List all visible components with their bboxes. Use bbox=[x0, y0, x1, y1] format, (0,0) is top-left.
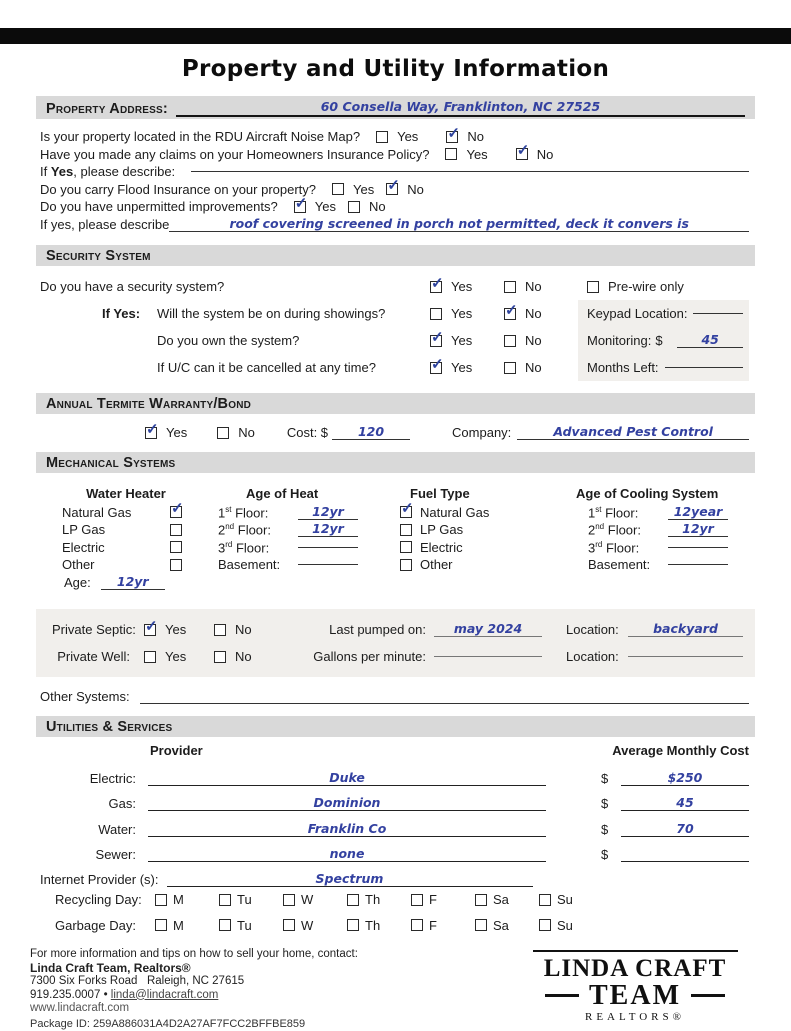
water-heater-age-label: Age: bbox=[64, 575, 91, 590]
private-septic-label: Private Septic: bbox=[52, 622, 144, 637]
private-well-label: Private Well: bbox=[52, 649, 144, 664]
septic-location-label: Location: bbox=[566, 622, 628, 637]
termite-section-header: Annual Termite Warranty/Bond bbox=[36, 393, 755, 414]
insurance-claims-yes-option: Yes bbox=[445, 147, 487, 162]
logo-right-dash bbox=[691, 994, 725, 997]
recycling-tue-checkbox[interactable] bbox=[219, 894, 231, 906]
termite-company-field[interactable]: Advanced Pest Control bbox=[517, 425, 749, 440]
water-heater-title: Water Heater bbox=[60, 486, 192, 504]
last-pumped-label: Last pumped on: bbox=[284, 622, 434, 637]
noise-map-no-option: ✓ No bbox=[446, 129, 484, 144]
garbage-fri-checkbox[interactable] bbox=[411, 919, 423, 931]
heat-3rd-floor-field[interactable] bbox=[298, 547, 358, 548]
question-flood-insurance: Do you carry Flood Insurance on your property? Yes ✓ No bbox=[40, 181, 749, 199]
septic-well-box bbox=[36, 609, 755, 677]
cooling-basement-field[interactable] bbox=[668, 564, 728, 565]
heat-1st-floor-row: 1st Floor: 12yr bbox=[218, 504, 400, 522]
months-left-row bbox=[578, 354, 749, 381]
property-address-field[interactable] bbox=[176, 99, 745, 117]
claims-describe-label: If Yes, please describe: bbox=[40, 164, 175, 179]
termite-no-checkbox[interactable] bbox=[217, 427, 229, 439]
gas-dollar-sign: $ bbox=[601, 796, 621, 811]
logo-linda-craft: LINDA CRAFT bbox=[515, 956, 755, 982]
termite-row bbox=[40, 425, 749, 440]
showings-yes-option: Yes bbox=[430, 306, 504, 321]
phone-number: 919.235.0007 bbox=[30, 989, 100, 1001]
claims-describe-field[interactable] bbox=[191, 171, 749, 172]
well-location-label: Location: bbox=[566, 649, 628, 664]
recycling-day-row bbox=[55, 887, 749, 913]
private-well-row bbox=[52, 643, 743, 670]
question-noise-map: Is your property located in the RDU Aircraft Noise Map? Yes ✓ No bbox=[40, 128, 749, 146]
unpermitted-yes-checkbox[interactable]: ✓ bbox=[294, 201, 306, 213]
garbage-thu: Th bbox=[347, 918, 411, 933]
garbage-sat-checkbox[interactable] bbox=[475, 919, 487, 931]
well-yes-option: Yes bbox=[144, 649, 214, 664]
cooling-2nd-floor-row: 2nd Floor: 12yr bbox=[588, 521, 749, 539]
flood-yes-option: Yes bbox=[332, 182, 374, 197]
termite-cost-label: Cost: $ bbox=[287, 425, 328, 440]
recycling-mon-checkbox[interactable] bbox=[155, 894, 167, 906]
well-no-checkbox[interactable] bbox=[214, 651, 226, 663]
noise-map-yes-option: Yes bbox=[376, 129, 418, 144]
unpermitted-describe-label: If yes, please describe bbox=[40, 217, 169, 232]
recycling-sat: Sa bbox=[475, 892, 539, 907]
security-sub-row-showings bbox=[40, 300, 749, 327]
provider-header: Provider bbox=[150, 743, 203, 760]
own-system-no-option: No bbox=[504, 333, 578, 348]
water-heater-other: Other bbox=[62, 556, 182, 574]
water-label: Water: bbox=[40, 822, 148, 837]
property-address-value: 60 Consella Way, Franklinton, NC 27525 bbox=[321, 99, 600, 114]
recycling-sun: Su bbox=[539, 892, 603, 907]
well-yes-checkbox[interactable] bbox=[144, 651, 156, 663]
unpermitted-describe-field[interactable]: roof covering screened in porch not permitted, deck it convers is bbox=[169, 216, 749, 232]
gallons-per-minute-field[interactable] bbox=[434, 656, 542, 657]
cancel-no-checkbox[interactable] bbox=[504, 362, 516, 374]
recycling-tue: Tu bbox=[219, 892, 283, 907]
other-systems-field[interactable] bbox=[140, 703, 749, 704]
showings-yes-checkbox[interactable] bbox=[430, 308, 442, 320]
form-page bbox=[0, 44, 791, 1031]
months-left-label: Months Left: bbox=[587, 360, 659, 375]
recycling-sun-checkbox[interactable] bbox=[539, 894, 551, 906]
contact-block bbox=[30, 948, 358, 1031]
keypad-location-row bbox=[578, 300, 749, 327]
fuel-other: Other bbox=[400, 556, 552, 574]
heat-2nd-floor-row: 2nd Floor: 12yr bbox=[218, 521, 400, 539]
own-system-question: Do you own the system? bbox=[157, 333, 299, 348]
flood-no-checkbox[interactable]: ✓ bbox=[386, 183, 398, 195]
fuel-lp-gas: LP Gas bbox=[400, 521, 552, 539]
avg-monthly-cost-header: Average Monthly Cost bbox=[612, 743, 749, 760]
contact-intro: For more information and tips on how to sell your home, contact: bbox=[30, 948, 358, 962]
unpermitted-no-checkbox[interactable] bbox=[348, 201, 360, 213]
electric-label: Electric: bbox=[40, 771, 148, 786]
septic-location-field[interactable]: backyard bbox=[628, 622, 743, 637]
recycling-day-label: Recycling Day: bbox=[55, 892, 155, 907]
water-heater-lp-gas: LP Gas bbox=[62, 521, 182, 539]
prewire-option: Pre-wire only bbox=[578, 273, 749, 300]
fuel-lp-gas-checkbox[interactable] bbox=[400, 524, 412, 536]
phone-email-line bbox=[30, 989, 358, 1003]
wh-natural-gas-checkbox[interactable]: ✓ bbox=[170, 506, 182, 518]
own-system-yes-option: ✓ Yes bbox=[430, 333, 504, 348]
bullet-separator: • bbox=[104, 989, 108, 1001]
page-title: Property and Utility Information bbox=[0, 56, 791, 82]
cooling-title: Age of Cooling System bbox=[576, 486, 749, 504]
flood-yes-checkbox[interactable] bbox=[332, 183, 344, 195]
keypad-location-label: Keypad Location: bbox=[587, 306, 687, 321]
garbage-sun-checkbox[interactable] bbox=[539, 919, 551, 931]
garbage-mon-checkbox[interactable] bbox=[155, 919, 167, 931]
question-insurance-claims: Have you made any claims on your Homeowners Insurance Policy? Yes ✓ No bbox=[40, 146, 749, 164]
sewer-dollar-sign: $ bbox=[601, 847, 621, 862]
cooling-basement-row: Basement: bbox=[588, 556, 749, 574]
logo-top-rule bbox=[533, 950, 738, 952]
garbage-fri: F bbox=[411, 918, 475, 933]
security-section-header: Security System bbox=[36, 245, 755, 266]
sewer-provider-field[interactable]: none bbox=[148, 846, 546, 862]
months-left-field[interactable] bbox=[665, 367, 743, 368]
general-questions bbox=[40, 128, 749, 233]
noise-map-no-checkbox[interactable]: ✓ bbox=[446, 131, 458, 143]
mechanical-section bbox=[40, 486, 749, 591]
company-name: Linda Craft Team, Realtors® bbox=[30, 962, 358, 976]
logo-team: TEAM bbox=[589, 982, 681, 1009]
age-of-heat-title: Age of Heat bbox=[246, 486, 400, 504]
security-yes-option: ✓ Yes bbox=[430, 279, 504, 294]
property-address-label: Property Address: bbox=[46, 101, 168, 117]
fuel-electric-checkbox[interactable] bbox=[400, 541, 412, 553]
prewire-checkbox[interactable] bbox=[587, 281, 599, 293]
showings-no-checkbox[interactable]: ✓ bbox=[504, 308, 516, 320]
wh-electric-checkbox[interactable] bbox=[170, 541, 182, 553]
recycling-thu: Th bbox=[347, 892, 411, 907]
termite-cost-field[interactable]: 120 bbox=[332, 425, 410, 440]
security-main-row bbox=[40, 273, 749, 300]
insurance-claims-yes-checkbox[interactable] bbox=[445, 148, 457, 160]
water-dollar-sign: $ bbox=[601, 822, 621, 837]
unpermitted-describe-row bbox=[40, 216, 749, 234]
water-heater-column bbox=[40, 486, 218, 591]
gas-cost-field[interactable]: 45 bbox=[621, 795, 749, 811]
recycling-thu-checkbox[interactable] bbox=[347, 894, 359, 906]
security-yes-checkbox[interactable]: ✓ bbox=[430, 281, 442, 293]
mechanical-section-header: Mechanical Systems bbox=[36, 452, 755, 473]
monitoring-dollar-sign: $ bbox=[655, 333, 671, 348]
gas-label: Gas: bbox=[40, 796, 148, 811]
termite-company-label: Company: bbox=[452, 425, 511, 440]
heat-1st-floor-field[interactable]: 12yr bbox=[298, 505, 358, 520]
question-unpermitted: Do you have unpermitted improvements? ✓ Yes No bbox=[40, 198, 749, 216]
if-yes-label: If Yes: bbox=[102, 306, 157, 321]
septic-yes-option: ✓ Yes bbox=[144, 622, 214, 637]
fuel-type-column bbox=[400, 486, 552, 591]
last-pumped-field[interactable]: may 2024 bbox=[434, 622, 542, 637]
water-heater-natural-gas: Natural Gas ✓ bbox=[62, 504, 182, 522]
water-row bbox=[40, 811, 749, 837]
fuel-electric: Electric bbox=[400, 539, 552, 557]
showings-no-option: ✓ No bbox=[504, 306, 578, 321]
termite-no-option: No bbox=[217, 425, 255, 440]
recycling-mon: M bbox=[155, 892, 219, 907]
electric-cost-field[interactable]: $250 bbox=[621, 770, 749, 786]
showings-question: Will the system be on during showings? bbox=[157, 306, 385, 321]
company-address: 7300 Six Forks Road Raleigh, NC 27615 bbox=[30, 975, 358, 989]
cooling-1st-floor-field[interactable]: 12year bbox=[668, 505, 728, 520]
garbage-wed-checkbox[interactable] bbox=[283, 919, 295, 931]
recycling-fri-checkbox[interactable] bbox=[411, 894, 423, 906]
garbage-day-row bbox=[55, 913, 749, 939]
cooling-3rd-floor-row: 3rd Floor: bbox=[588, 539, 749, 557]
well-no-option: No bbox=[214, 649, 284, 664]
keypad-location-field[interactable] bbox=[693, 313, 743, 314]
logo-realtors: REALTORS® bbox=[515, 1011, 755, 1023]
well-location-field[interactable] bbox=[628, 656, 743, 657]
garbage-thu-checkbox[interactable] bbox=[347, 919, 359, 931]
termite-yes-option: ✓ Yes bbox=[145, 425, 187, 440]
garbage-sat: Sa bbox=[475, 918, 539, 933]
heat-2nd-floor-field[interactable]: 12yr bbox=[298, 522, 358, 537]
garbage-tue: Tu bbox=[219, 918, 283, 933]
linda-craft-team-logo bbox=[515, 948, 755, 1031]
electric-provider-field[interactable]: Duke bbox=[148, 770, 546, 786]
heat-basement-field[interactable] bbox=[298, 564, 358, 565]
noise-map-yes-checkbox[interactable] bbox=[376, 131, 388, 143]
security-sub-row-cancel bbox=[40, 354, 749, 381]
own-system-yes-checkbox[interactable]: ✓ bbox=[430, 335, 442, 347]
unpermitted-no-option: No bbox=[348, 199, 386, 214]
monitoring-label: Monitoring: bbox=[587, 333, 651, 348]
fuel-type-title: Fuel Type bbox=[410, 486, 552, 504]
age-of-heat-column bbox=[218, 486, 400, 591]
scan-top-black-bar bbox=[0, 28, 791, 44]
utilities-section-header: Utilities & Services bbox=[36, 716, 755, 737]
recycling-fri: F bbox=[411, 892, 475, 907]
septic-yes-checkbox[interactable]: ✓ bbox=[144, 624, 156, 636]
security-sub-row-own bbox=[40, 327, 749, 354]
sewer-label: Sewer: bbox=[40, 847, 148, 862]
sewer-cost-field[interactable] bbox=[621, 861, 749, 862]
insurance-claims-no-option: ✓ No bbox=[516, 147, 554, 162]
septic-no-checkbox[interactable] bbox=[214, 624, 226, 636]
garbage-sun: Su bbox=[539, 918, 603, 933]
private-septic-row bbox=[52, 616, 743, 643]
water-heater-age-field[interactable]: 12yr bbox=[101, 575, 165, 590]
property-address-bar bbox=[36, 96, 755, 119]
electric-dollar-sign: $ bbox=[601, 771, 621, 786]
water-heater-age-row bbox=[64, 574, 218, 592]
monitoring-row bbox=[578, 327, 749, 354]
internet-provider-field[interactable]: Spectrum bbox=[167, 871, 533, 887]
email-link[interactable]: linda@lindacraft.com bbox=[111, 989, 219, 1001]
other-systems-label: Other Systems: bbox=[40, 689, 130, 704]
cooling-column bbox=[552, 486, 749, 591]
fuel-natural-gas: ✓ Natural Gas bbox=[400, 504, 552, 522]
security-no-checkbox[interactable] bbox=[504, 281, 516, 293]
sewer-row bbox=[40, 837, 749, 863]
recycling-wed: W bbox=[283, 892, 347, 907]
heat-basement-row: Basement: bbox=[218, 556, 400, 574]
flood-no-option: ✓ No bbox=[386, 182, 424, 197]
wh-other-checkbox[interactable] bbox=[170, 559, 182, 571]
cancel-no-option: No bbox=[504, 360, 578, 375]
cancel-yes-checkbox[interactable]: ✓ bbox=[430, 362, 442, 374]
water-provider-field[interactable]: Franklin Co bbox=[148, 821, 546, 837]
internet-provider-label: Internet Provider (s): bbox=[40, 872, 167, 887]
garbage-wed: W bbox=[283, 918, 347, 933]
website: www.lindacraft.com bbox=[30, 1002, 358, 1016]
gallons-per-minute-label: Gallons per minute: bbox=[284, 649, 434, 664]
other-systems-row bbox=[40, 685, 749, 704]
wh-lp-gas-checkbox[interactable] bbox=[170, 524, 182, 536]
internet-provider-row bbox=[40, 862, 749, 887]
insurance-claims-no-checkbox[interactable]: ✓ bbox=[516, 148, 528, 160]
cooling-3rd-floor-field[interactable] bbox=[668, 547, 728, 548]
security-main-question: Do you have a security system? bbox=[40, 279, 430, 294]
package-id: Package ID: 259A886031A4D2A27AF7FCC2BFFBE859 bbox=[30, 1018, 358, 1031]
fuel-other-checkbox[interactable] bbox=[400, 559, 412, 571]
water-cost-field[interactable]: 70 bbox=[621, 821, 749, 837]
logo-team-line bbox=[515, 982, 755, 1009]
termite-yes-checkbox[interactable]: ✓ bbox=[145, 427, 157, 439]
security-section bbox=[40, 273, 749, 381]
heat-3rd-floor-row: 3rd Floor: bbox=[218, 539, 400, 557]
cooling-2nd-floor-field[interactable]: 12yr bbox=[668, 522, 728, 537]
fuel-natural-gas-checkbox[interactable]: ✓ bbox=[400, 506, 412, 518]
recycling-sat-checkbox[interactable] bbox=[475, 894, 487, 906]
footer bbox=[30, 948, 755, 1031]
garbage-tue-checkbox[interactable] bbox=[219, 919, 231, 931]
utilities-column-headers bbox=[40, 743, 749, 760]
logo-left-dash bbox=[545, 994, 579, 997]
electric-row bbox=[40, 760, 749, 786]
recycling-wed-checkbox[interactable] bbox=[283, 894, 295, 906]
water-heater-electric: Electric bbox=[62, 539, 182, 557]
septic-no-option: No bbox=[214, 622, 284, 637]
own-system-no-checkbox[interactable] bbox=[504, 335, 516, 347]
garbage-day-label: Garbage Day: bbox=[55, 918, 155, 933]
gas-row bbox=[40, 786, 749, 812]
monitoring-field[interactable]: 45 bbox=[677, 333, 743, 348]
unpermitted-yes-option: ✓ Yes bbox=[294, 199, 336, 214]
security-no-option: No bbox=[504, 279, 578, 294]
gas-provider-field[interactable]: Dominion bbox=[148, 795, 546, 811]
cooling-1st-floor-row: 1st Floor: 12year bbox=[588, 504, 749, 522]
cancel-question: If U/C can it be cancelled at any time? bbox=[157, 360, 376, 375]
utilities-section bbox=[40, 743, 749, 938]
cancel-yes-option: ✓ Yes bbox=[430, 360, 504, 375]
garbage-mon: M bbox=[155, 918, 219, 933]
